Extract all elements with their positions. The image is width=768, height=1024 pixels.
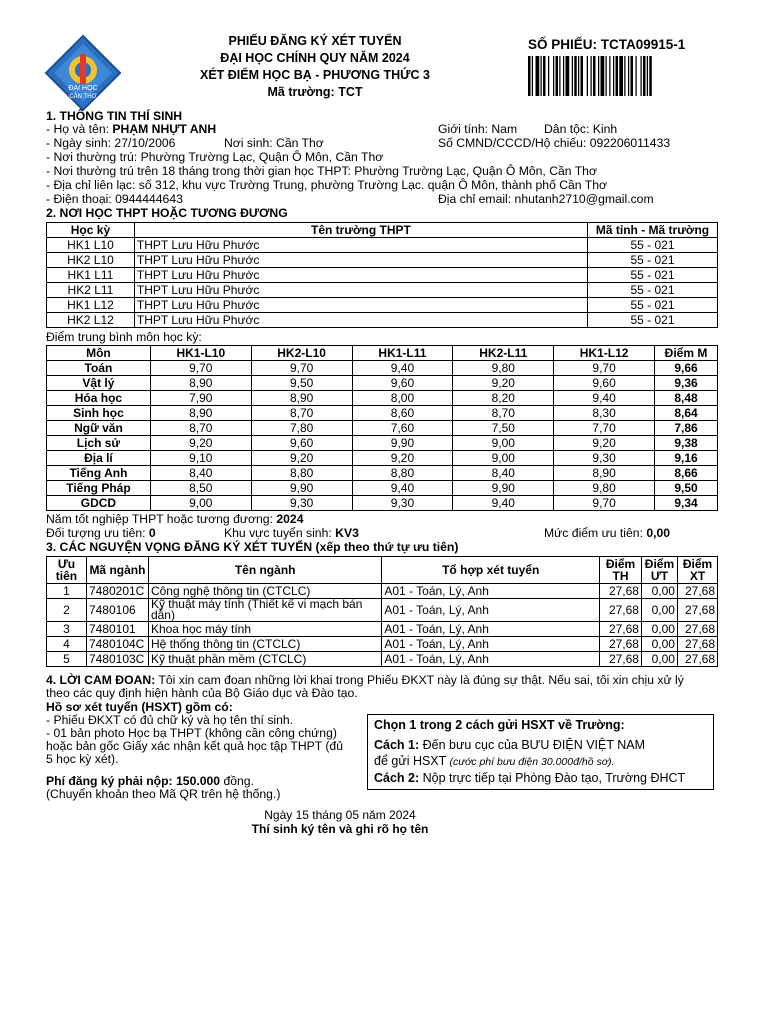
dien-thoai: - Điện thoại: 0944444643 <box>46 192 183 206</box>
grade-cell: 7,50 <box>453 421 554 436</box>
barcode-bar <box>619 56 623 96</box>
mon-cell: Tiếng Anh <box>47 466 151 481</box>
grade-cell: 9,20 <box>453 376 554 391</box>
ho-so-item-3: hoặc bản gốc Giấy xác nhận kết quả học tập THPT (đủ <box>46 739 343 753</box>
so-phieu-label: SỐ PHIẾU: <box>528 37 598 52</box>
diem-m-cell: 9,50 <box>655 481 718 496</box>
grade-cell: 9,40 <box>352 361 453 376</box>
barcode-bar <box>556 56 559 96</box>
diem-m-cell: 9,36 <box>655 376 718 391</box>
grade-cell: 9,40 <box>453 496 554 511</box>
ma-nganh-cell: 7480201C <box>86 584 148 599</box>
grade-cell: 8,80 <box>251 466 352 481</box>
grade-cell: 9,00 <box>453 451 554 466</box>
nv-col-header: Mã ngành <box>86 557 148 584</box>
uu-tien-cell: 2 <box>47 599 87 622</box>
barcode-bar <box>593 56 596 96</box>
grade-cell: 9,60 <box>554 376 655 391</box>
diem-ut-cell: 0,00 <box>641 584 677 599</box>
logo-text-top: ĐẠI HỌC <box>68 85 98 92</box>
col-ma-truong: Mã tỉnh - Mã trường <box>588 223 718 238</box>
barcode <box>528 56 696 96</box>
ho-so-item-1: - Phiếu ĐKXT có đủ chữ ký và họ tên thí sinh. <box>46 713 294 727</box>
barcode-bar <box>649 56 652 96</box>
cach1-text2: để gửi HSXT <box>374 754 447 768</box>
diem-m-cell: 8,66 <box>655 466 718 481</box>
ho-ten-label: - Họ và tên: <box>46 122 109 136</box>
grade-cell: 8,70 <box>453 406 554 421</box>
diem-m-cell: 8,64 <box>655 406 718 421</box>
uu-tien-cell: 3 <box>47 622 87 637</box>
nv-col-header: Điểm ƯT <box>641 557 677 584</box>
diem-xt-cell: 27,68 <box>677 584 717 599</box>
grade-cell: 9,20 <box>554 436 655 451</box>
ten-truong-cell: THPT Lưu Hữu Phước <box>134 238 587 253</box>
grade-cell: 8,90 <box>150 406 251 421</box>
diem-th-cell: 27,68 <box>600 584 642 599</box>
university-logo <box>44 34 122 112</box>
barcode-bar <box>566 56 570 96</box>
box-title: Chọn 1 trong 2 cách gửi HSXT về Trường: <box>374 718 625 732</box>
grade-row <box>47 481 718 496</box>
muc-diem-label: Mức điểm ưu tiên: <box>544 526 643 540</box>
to-hop-cell: A01 - Toán, Lý, Anh <box>382 622 600 637</box>
mon-cell: Lịch sử <box>47 436 151 451</box>
barcode-bar <box>572 56 573 96</box>
title-line-1: PHIẾU ĐĂNG KÝ XÉT TUYỂN <box>228 34 402 48</box>
grade-cell: 9,70 <box>554 496 655 511</box>
diem-m-cell: 9,34 <box>655 496 718 511</box>
grade-cell: 8,40 <box>150 466 251 481</box>
ma-truong-cell: 55 - 021 <box>588 298 718 313</box>
grade-cell: 9,20 <box>251 451 352 466</box>
grade-cell: 8,70 <box>251 406 352 421</box>
cach-1 <box>374 737 707 753</box>
grade-cell: 9,90 <box>251 481 352 496</box>
ten-truong-cell: THPT Lưu Hữu Phước <box>134 283 587 298</box>
grade-cell: 9,30 <box>352 496 453 511</box>
cach1-text: Đến bưu cục của BƯU ĐIỆN VIỆT NAM <box>422 738 645 752</box>
ma-truong-cell: 55 - 021 <box>588 313 718 328</box>
grade-cell: 8,30 <box>554 406 655 421</box>
cach-2 <box>374 770 707 786</box>
grade-cell: 8,00 <box>352 391 453 406</box>
barcode-bar <box>647 56 648 96</box>
uu-tien-cell: 4 <box>47 637 87 652</box>
school-row <box>47 268 718 283</box>
nam-tot-nghiep-label: Năm tốt nghiệp THPT hoặc tương đương: <box>46 512 273 526</box>
grade-col-header: HK2-L10 <box>251 346 352 361</box>
diem-xt-cell: 27,68 <box>677 637 717 652</box>
title-line-2: ĐẠI HỌC CHÍNH QUY NĂM 2024 <box>220 51 410 65</box>
grade-row <box>47 406 718 421</box>
mon-cell: Sinh học <box>47 406 151 421</box>
grade-cell: 7,80 <box>251 421 352 436</box>
barcode-bar <box>636 56 637 96</box>
hoc-ky-cell: HK2 L10 <box>47 253 135 268</box>
nguyen-vong-row <box>47 622 718 637</box>
school-table <box>46 222 718 328</box>
cach2-label: Cách 2: <box>374 771 420 785</box>
grade-col-header: HK2-L11 <box>453 346 554 361</box>
col-hoc-ky: Học kỳ <box>47 223 135 238</box>
barcode-bar <box>563 56 564 96</box>
hoc-ky-cell: HK1 L12 <box>47 298 135 313</box>
grade-cell: 9,30 <box>554 451 655 466</box>
cach-1-line-2 <box>374 753 707 770</box>
diem-m-cell: 9,16 <box>655 451 718 466</box>
title-line-4: Mã trường: TCT <box>267 85 363 99</box>
barcode-bar <box>553 56 554 96</box>
diem-ut-cell: 0,00 <box>641 622 677 637</box>
ten-truong-cell: THPT Lưu Hữu Phước <box>134 253 587 268</box>
section4-heading: 4. LỜI CAM ĐOAN: <box>46 673 156 687</box>
barcode-bar <box>532 56 533 96</box>
grade-cell: 8,90 <box>251 391 352 406</box>
muc-diem-value: 0,00 <box>646 526 671 540</box>
ten-nganh-cell: Hệ thống thông tin (CTCLC) <box>148 637 381 652</box>
grade-cell: 9,90 <box>453 481 554 496</box>
ten-nganh-cell: Khoa học máy tính <box>148 622 381 637</box>
ten-nganh-cell: Kỹ thuật phần mềm (CTCLC) <box>148 652 381 667</box>
grade-row <box>47 421 718 436</box>
grade-cell: 8,90 <box>554 466 655 481</box>
noi-sinh: Nơi sinh: Cần Thơ <box>224 136 324 150</box>
ten-nganh-cell: Công nghệ thông tin (CTCLC) <box>148 584 381 599</box>
khu-vuc-value: KV3 <box>335 526 359 540</box>
hoc-ky-cell: HK1 L11 <box>47 268 135 283</box>
cmnd: Số CMND/CCCD/Hộ chiếu: 092206011433 <box>438 136 671 150</box>
ten-truong-cell: THPT Lưu Hữu Phước <box>134 313 587 328</box>
diem-m-cell: 7,86 <box>655 421 718 436</box>
grade-cell: 9,20 <box>352 451 453 466</box>
khu-vuc <box>224 526 359 541</box>
diem-tb-label: Điểm trung bình môn học kỳ: <box>46 330 202 344</box>
grade-cell: 7,70 <box>554 421 655 436</box>
barcode-bar <box>578 56 579 96</box>
nguyen-vong-row <box>47 584 718 599</box>
grade-cell: 8,60 <box>352 406 453 421</box>
ma-truong-cell: 55 - 021 <box>588 238 718 253</box>
school-row <box>47 283 718 298</box>
grade-row <box>47 436 718 451</box>
school-table-header <box>47 223 718 238</box>
mon-cell: GDCD <box>47 496 151 511</box>
grade-cell: 9,00 <box>453 436 554 451</box>
ho-so-item-4: 5 học kỳ xét). <box>46 752 119 766</box>
cach1-label: Cách 1: <box>374 738 420 752</box>
barcode-bar <box>643 56 646 96</box>
phi-value: 150.000 <box>176 774 221 788</box>
title-line-3: XÉT ĐIỂM HỌC BẠ - PHƯƠNG THỨC 3 <box>199 68 431 82</box>
ma-truong-cell: 55 - 021 <box>588 253 718 268</box>
grade-cell: 9,70 <box>554 361 655 376</box>
gioi-tinh: Giới tính: Nam <box>438 122 518 136</box>
school-row <box>47 313 718 328</box>
chuyen-khoan: (Chuyển khoản theo Mã QR trên hệ thống.) <box>46 787 281 801</box>
grade-cell: 7,90 <box>150 391 251 406</box>
grade-cell: 9,30 <box>251 496 352 511</box>
mon-cell: Địa lí <box>47 451 151 466</box>
hoc-ky-cell: HK1 L10 <box>47 238 135 253</box>
barcode-bar <box>587 56 588 96</box>
barcode-bar <box>536 56 540 96</box>
doi-tuong-value: 0 <box>148 526 156 540</box>
nguyen-vong-table <box>46 556 718 667</box>
grade-cell: 9,20 <box>150 436 251 451</box>
barcode-bar <box>574 56 577 96</box>
nguyen-vong-row <box>47 599 718 622</box>
grade-cell: 8,90 <box>150 376 251 391</box>
footer-signature: Thí sinh ký tên và ghi rõ họ tên <box>251 822 429 836</box>
barcode-bar <box>541 56 542 96</box>
mon-cell: Tiếng Pháp <box>47 481 151 496</box>
gui-hsxt-box <box>367 714 714 790</box>
to-hop-cell: A01 - Toán, Lý, Anh <box>382 584 600 599</box>
grade-row <box>47 466 718 481</box>
grade-col-header: Môn <box>47 346 151 361</box>
noi-thuong-tru: - Nơi thường trú: Phường Trường Lạc, Quận Ô Môn, Cần Thơ <box>46 150 384 164</box>
grade-col-header: HK1-L12 <box>554 346 655 361</box>
barcode-bar <box>528 56 531 96</box>
grade-row <box>47 451 718 466</box>
nv-col-header: Điểm XT <box>677 557 717 584</box>
grade-row <box>47 496 718 511</box>
noi-thuong-tru-18: - Nơi thường trú trên 18 tháng trong thời gian học THPT: Phường Trường Lạc, Quận Ô Môn, Cần Thơ <box>46 164 597 178</box>
diem-th-cell: 27,68 <box>600 652 642 667</box>
grade-cell: 9,60 <box>251 436 352 451</box>
nv-col-header: Ưu tiên <box>47 557 87 584</box>
ma-truong-cell: 55 - 021 <box>588 283 718 298</box>
muc-diem <box>544 526 670 541</box>
nv-col-header: Tên ngành <box>148 557 381 584</box>
diem-xt-cell: 27,68 <box>677 652 717 667</box>
grade-row <box>47 361 718 376</box>
grade-cell: 9,10 <box>150 451 251 466</box>
grade-cell: 9,80 <box>453 361 554 376</box>
dan-toc: Dân tộc: Kinh <box>544 122 618 136</box>
uu-tien-cell: 5 <box>47 652 87 667</box>
diem-m-cell: 8,48 <box>655 391 718 406</box>
nam-tot-nghiep <box>46 512 303 527</box>
grade-cell: 8,80 <box>352 466 453 481</box>
diem-ut-cell: 0,00 <box>641 652 677 667</box>
grade-cell: 9,60 <box>352 376 453 391</box>
grade-cell: 9,90 <box>352 436 453 451</box>
ten-truong-cell: THPT Lưu Hữu Phước <box>134 298 587 313</box>
barcode-bar <box>641 56 642 96</box>
grade-table <box>46 345 718 511</box>
school-row <box>47 253 718 268</box>
grade-cell: 9,50 <box>251 376 352 391</box>
cam-doan-text-1: Tôi xin cam đoan những lời khai trong Phiếu ĐKXT này là đúng sự thật. Nếu sai, tôi xin chịu xử lý <box>158 673 684 687</box>
nguyen-vong-header <box>47 557 718 584</box>
grade-col-header: HK1-L11 <box>352 346 453 361</box>
doi-tuong-label: Đối tượng ưu tiên: <box>46 526 146 540</box>
barcode-bar <box>624 56 625 96</box>
barcode-bar <box>631 56 634 96</box>
grade-cell: 8,20 <box>453 391 554 406</box>
nam-tot-nghiep-value: 2024 <box>276 512 304 526</box>
barcode-bar <box>616 56 619 96</box>
nguyen-vong-row <box>47 652 718 667</box>
email: Địa chỉ email: nhutanh2710@gmail.com <box>438 192 654 206</box>
grade-col-header: HK1-L10 <box>150 346 251 361</box>
ma-nganh-cell: 7480104C <box>86 637 148 652</box>
grade-cell: 9,70 <box>150 361 251 376</box>
cach2-text: Nộp trực tiếp tại Phòng Đào tạo, Trường ĐHCT <box>422 771 686 785</box>
so-phieu <box>528 37 685 53</box>
ma-nganh-cell: 7480101 <box>86 622 148 637</box>
grade-cell: 9,80 <box>554 481 655 496</box>
doi-tuong <box>46 526 156 541</box>
diem-th-cell: 27,68 <box>600 637 642 652</box>
grade-cell: 9,40 <box>352 481 453 496</box>
nguyen-vong-row <box>47 637 718 652</box>
barcode-bar <box>613 56 614 96</box>
nv-col-header: Tổ hợp xét tuyển <box>382 557 600 584</box>
to-hop-cell: A01 - Toán, Lý, Anh <box>382 652 600 667</box>
khu-vuc-label: Khu vực tuyển sinh: <box>224 526 332 540</box>
grade-cell: 9,70 <box>251 361 352 376</box>
diem-xt-cell: 27,68 <box>677 622 717 637</box>
grade-cell: 8,40 <box>453 466 554 481</box>
ho-so-heading: Hồ sơ xét tuyển (HSXT) gồm có: <box>46 700 233 714</box>
grade-row <box>47 376 718 391</box>
barcode-bar <box>606 56 607 96</box>
logo-text-bottom: CẦN THƠ <box>69 94 97 100</box>
mon-cell: Toán <box>47 361 151 376</box>
section1-heading: 1. THÔNG TIN THÍ SINH <box>46 109 183 123</box>
section2-heading: 2. NƠI HỌC THPT HOẶC TƯƠNG ĐƯƠNG <box>46 206 288 220</box>
school-row <box>47 298 718 313</box>
phi-unit: đồng. <box>223 774 254 788</box>
barcode-bar <box>548 56 549 96</box>
diem-th-cell: 27,68 <box>600 599 642 622</box>
cam-doan-text-2: theo các quy định hiện hành của Bộ Giáo dục và Đào tạo. <box>46 686 358 700</box>
mon-cell: Hóa học <box>47 391 151 406</box>
ho-ten-row <box>46 122 216 137</box>
diem-xt-cell: 27,68 <box>677 599 717 622</box>
ten-truong-cell: THPT Lưu Hữu Phước <box>134 268 587 283</box>
dia-chi-lien-lac: - Địa chỉ liên lạc: số 312, khu vực Trường Trung, phường Trường Lạc. quận Ô Môn, thành phố Cần Thơ <box>46 178 607 192</box>
grade-cell: 7,60 <box>352 421 453 436</box>
diem-th-cell: 27,68 <box>600 622 642 637</box>
ho-ten-value: PHẠM NHỰT ANH <box>112 122 217 136</box>
grade-table-header <box>47 346 718 361</box>
diem-ut-cell: 0,00 <box>641 637 677 652</box>
barcode-bar <box>591 56 592 96</box>
diem-m-cell: 9,66 <box>655 361 718 376</box>
ten-nganh-cell: Kỹ thuật máy tính (Thiết kế vi mạch bán dẫn) <box>148 599 381 622</box>
grade-cell: 8,70 <box>150 421 251 436</box>
nv-col-header: Điểm TH <box>600 557 642 584</box>
mon-cell: Ngữ văn <box>47 421 151 436</box>
grade-cell: 8,50 <box>150 481 251 496</box>
footer-date: Ngày 15 tháng 05 năm 2024 <box>264 808 416 822</box>
diem-ut-cell: 0,00 <box>641 599 677 622</box>
uu-tien-cell: 1 <box>47 584 87 599</box>
barcode-bar <box>543 56 546 96</box>
barcode-bar <box>601 56 605 96</box>
barcode-bar <box>598 56 599 96</box>
grade-row <box>47 391 718 406</box>
mon-cell: Vật lý <box>47 376 151 391</box>
school-row <box>47 238 718 253</box>
to-hop-cell: A01 - Toán, Lý, Anh <box>382 637 600 652</box>
ma-nganh-cell: 7480103C <box>86 652 148 667</box>
diem-m-cell: 9,38 <box>655 436 718 451</box>
section3-heading: 3. CÁC NGUYỆN VỌNG ĐĂNG KÝ XÉT TUYỂN (xếp theo thứ tự ưu tiên) <box>46 540 459 554</box>
barcode-bar <box>609 56 610 96</box>
barcode-bar <box>628 56 629 96</box>
so-phieu-value: TCTA09915-1 <box>600 37 686 52</box>
hoc-ky-cell: HK2 L12 <box>47 313 135 328</box>
ma-truong-cell: 55 - 021 <box>588 268 718 283</box>
to-hop-cell: A01 - Toán, Lý, Anh <box>382 599 600 622</box>
col-ten-truong: Tên trường THPT <box>134 223 587 238</box>
grade-cell: 9,00 <box>150 496 251 511</box>
phi-label: Phí đăng ký phải nộp: <box>46 774 173 788</box>
ma-nganh-cell: 7480106 <box>86 599 148 622</box>
grade-cell: 9,40 <box>554 391 655 406</box>
ho-so-item-2: - 01 bản photo Học bạ THPT (không cần công chứng) <box>46 726 337 740</box>
barcode-bar <box>581 56 584 96</box>
grade-col-header: Điểm M <box>655 346 718 361</box>
hoc-ky-cell: HK2 L11 <box>47 283 135 298</box>
barcode-bar <box>559 56 560 96</box>
ngay-sinh: - Ngày sinh: 27/10/2006 <box>46 136 176 150</box>
cach1-note: (cước phí bưu điện 30.000đ/hồ sơ). <box>449 756 615 768</box>
